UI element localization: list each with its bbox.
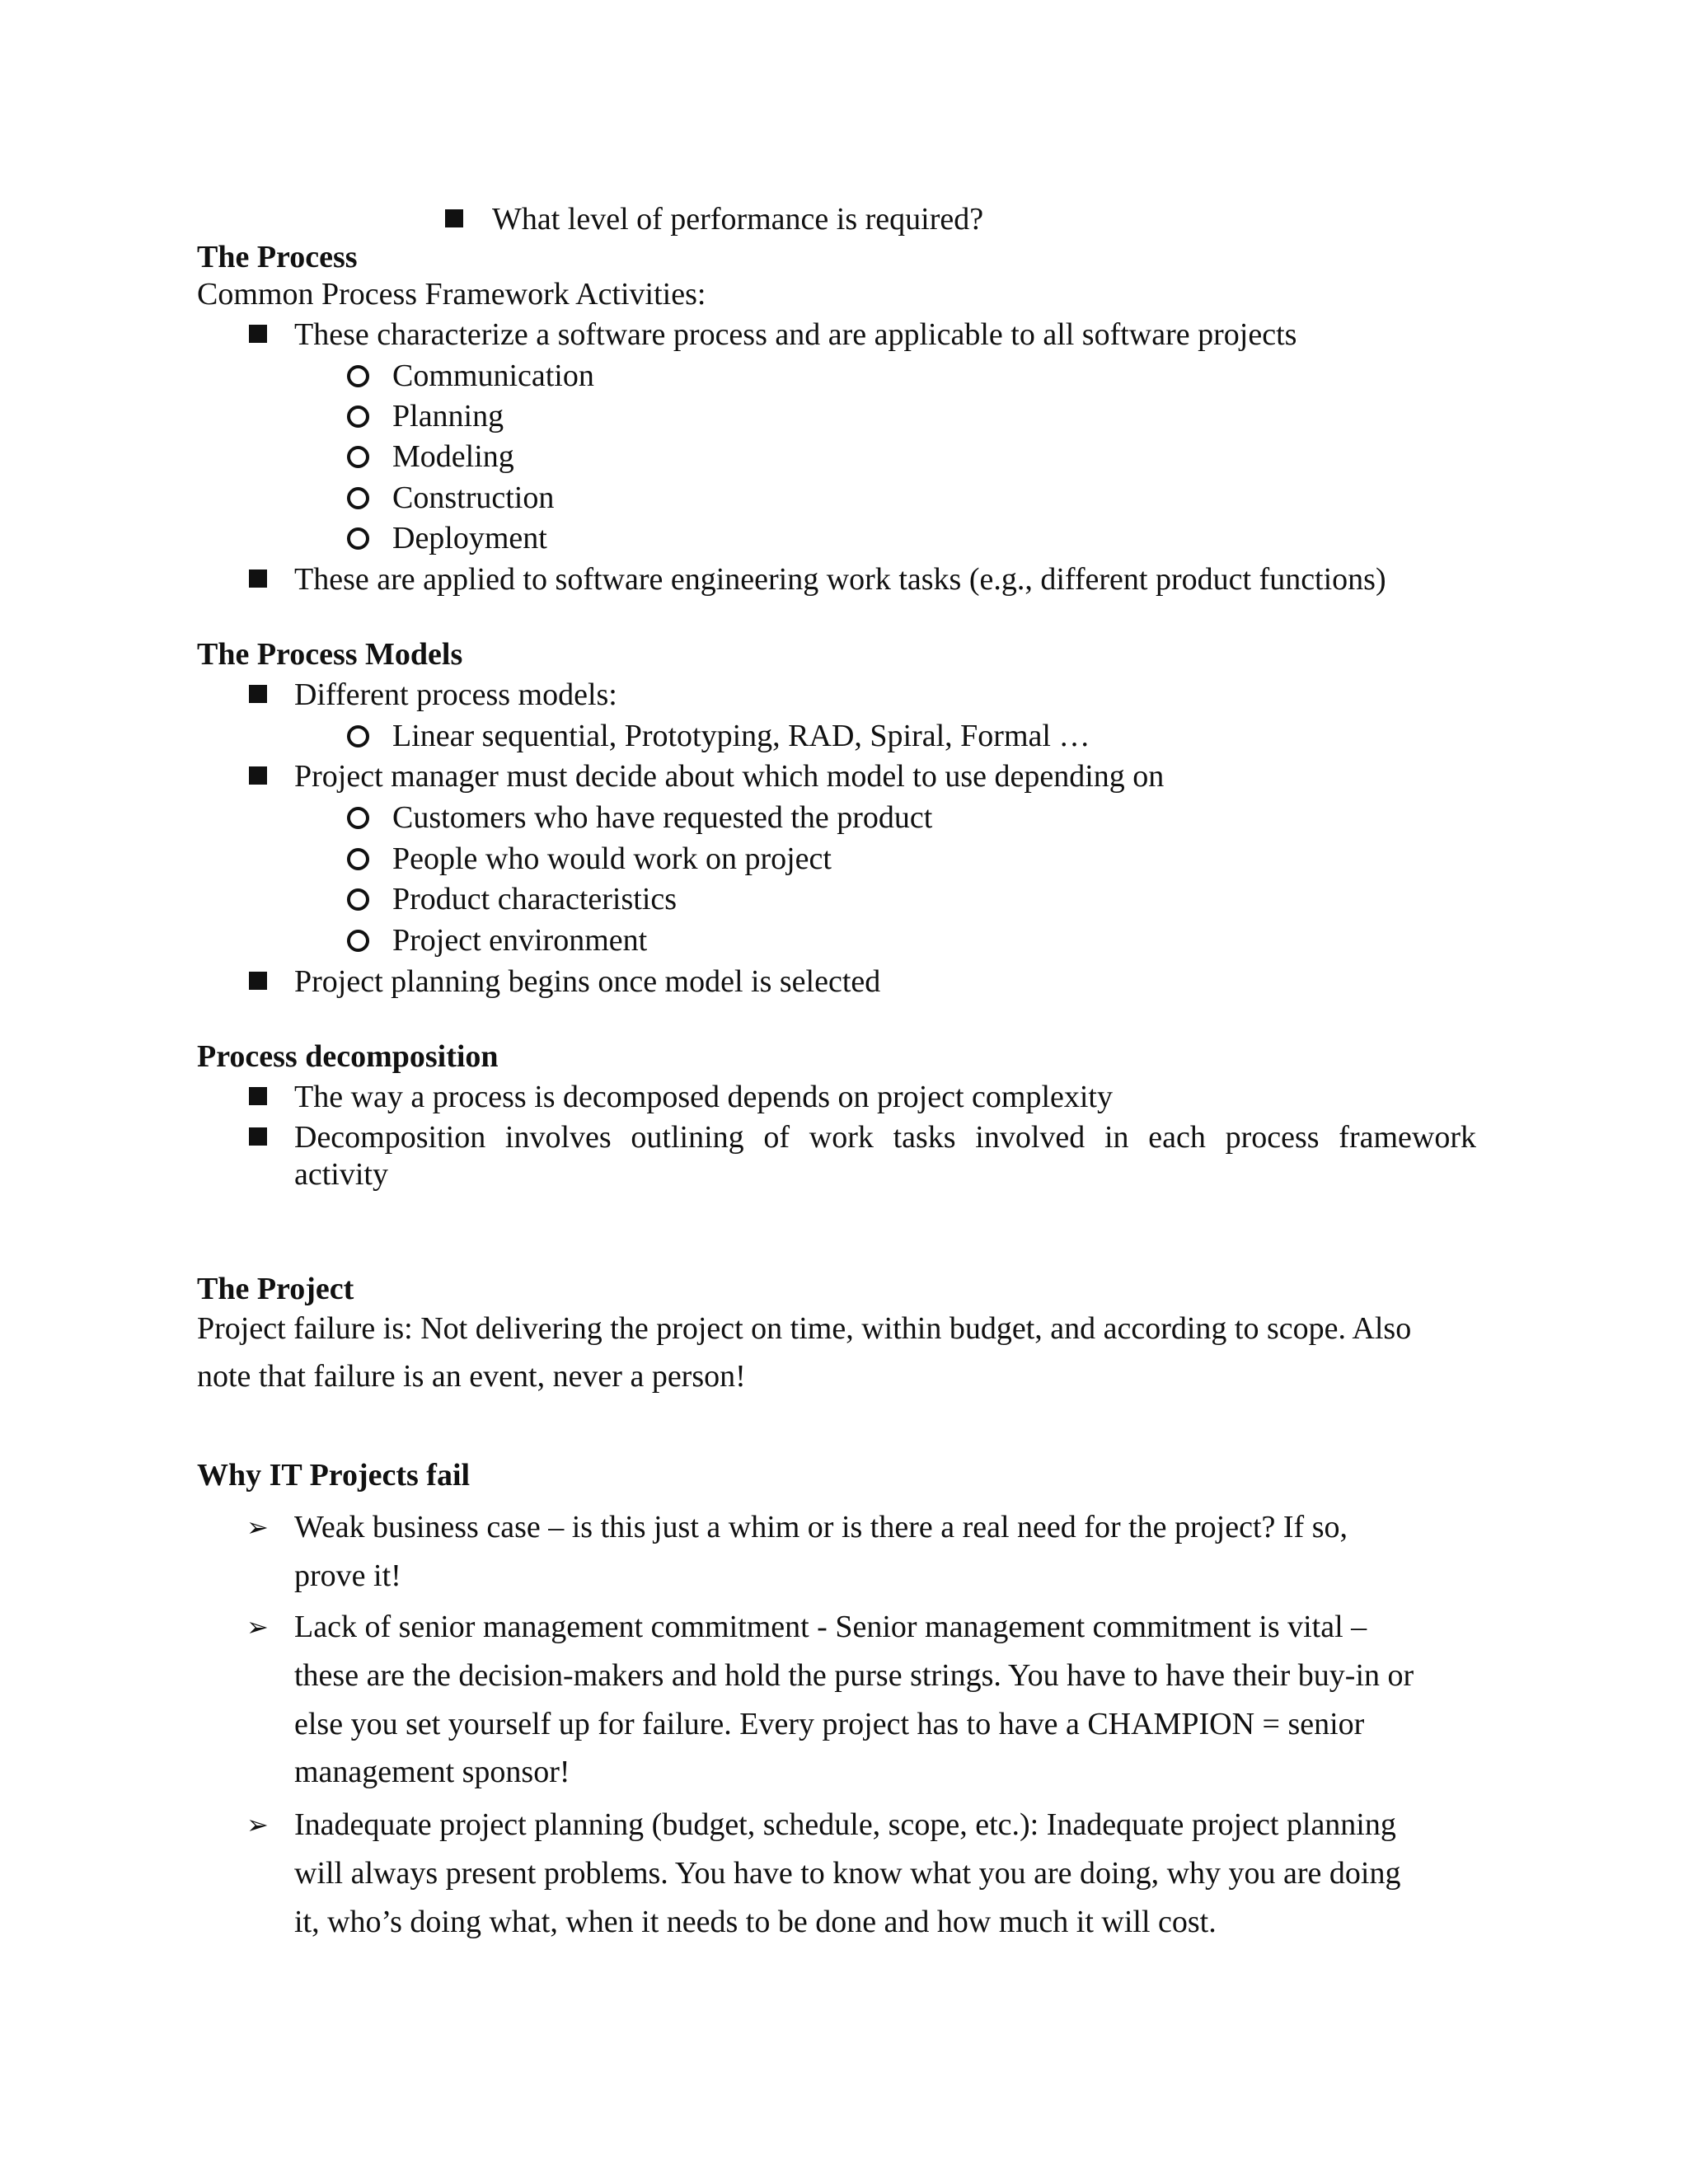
fail-reason-3-line: will always present problems. You have to know what you are doing, why you are doing — [294, 1856, 1401, 1891]
fail-reason-2-line: management sponsor! — [294, 1755, 570, 1789]
heading-the-project: The Project — [197, 1272, 354, 1306]
models-bullet-1: Different process models: — [294, 677, 617, 712]
square-bullet-icon — [249, 569, 267, 588]
square-bullet-icon — [249, 972, 267, 990]
square-bullet-icon — [249, 325, 267, 343]
project-text-line-1: Project failure is: Not delivering the project on time, within budget, and according to scope. Also — [197, 1311, 1412, 1346]
square-bullet-icon — [249, 1087, 267, 1105]
decomposition-bullet-2-line-2: activity — [294, 1157, 388, 1192]
fail-reason-2-line: Lack of senior management commitment - Senior management commitment is vital – — [294, 1610, 1367, 1644]
process-bullet-1: These characterize a software process and are applicable to all software projects — [294, 317, 1297, 352]
decomposition-bullet-2-line-1: Decomposition involves outlining of work tasks involved in each process framework — [294, 1120, 1476, 1155]
heading-the-process: The Process — [197, 240, 358, 274]
activity-item: Deployment — [392, 521, 547, 555]
activity-item: Planning — [392, 399, 504, 434]
circle-bullet-icon — [347, 930, 369, 952]
heading-process-decomposition: Process decomposition — [197, 1039, 499, 1074]
circle-bullet-icon — [347, 446, 369, 468]
process-intro: Common Process Framework Activities: — [197, 277, 706, 312]
arrow-bullet-icon: ➢ — [246, 1511, 269, 1543]
factor-item: People who would work on project — [392, 841, 832, 876]
models-list-item: Linear sequential, Prototyping, RAD, Spiral, Formal … — [392, 719, 1090, 753]
circle-bullet-icon — [347, 365, 369, 387]
models-bullet-2: Project manager must decide about which model to use depending on — [294, 759, 1165, 794]
square-bullet-icon — [249, 685, 267, 703]
circle-bullet-icon — [347, 848, 369, 870]
circle-bullet-icon — [347, 405, 369, 428]
fail-reason-3-line: Inadequate project planning (budget, schedule, scope, etc.): Inadequate project planning — [294, 1807, 1396, 1842]
activity-item: Construction — [392, 480, 555, 515]
arrow-bullet-icon: ➢ — [246, 1611, 269, 1643]
factor-item: Customers who have requested the product — [392, 800, 933, 835]
fail-reason-3-line: it, who’s doing what, when it needs to be done and how much it will cost. — [294, 1905, 1217, 1939]
process-bullet-2: These are applied to software engineering work tasks (e.g., different product functions) — [294, 562, 1386, 597]
activity-item: Modeling — [392, 439, 514, 474]
fail-reason-2-line: these are the decision-makers and hold the purse strings. You have to have their buy-in or — [294, 1658, 1414, 1693]
square-bullet-icon — [445, 209, 463, 227]
fail-reason-2-line: else you set yourself up for failure. Every project has to have a CHAMPION = senior — [294, 1707, 1365, 1741]
square-bullet-icon — [249, 1127, 267, 1146]
circle-bullet-icon — [347, 807, 369, 829]
decomposition-bullet-1: The way a process is decomposed depends on project complexity — [294, 1080, 1113, 1114]
top-bullet-text: What level of performance is required? — [492, 202, 984, 237]
activity-item: Communication — [392, 359, 594, 393]
models-bullet-3: Project planning begins once model is selected — [294, 964, 881, 999]
square-bullet-icon — [249, 766, 267, 785]
heading-process-models: The Process Models — [197, 637, 463, 672]
arrow-bullet-icon: ➢ — [246, 1809, 269, 1840]
circle-bullet-icon — [347, 725, 369, 748]
project-text-line-2: note that failure is an event, never a person! — [197, 1359, 746, 1394]
circle-bullet-icon — [347, 888, 369, 911]
factor-item: Project environment — [392, 923, 648, 958]
fail-reason-1-line: prove it! — [294, 1558, 401, 1593]
heading-why-projects-fail: Why IT Projects fail — [197, 1458, 471, 1493]
circle-bullet-icon — [347, 527, 369, 550]
fail-reason-1-line: Weak business case – is this just a whim or is there a real need for the project? If so, — [294, 1510, 1348, 1544]
circle-bullet-icon — [347, 487, 369, 509]
factor-item: Product characteristics — [392, 882, 678, 916]
